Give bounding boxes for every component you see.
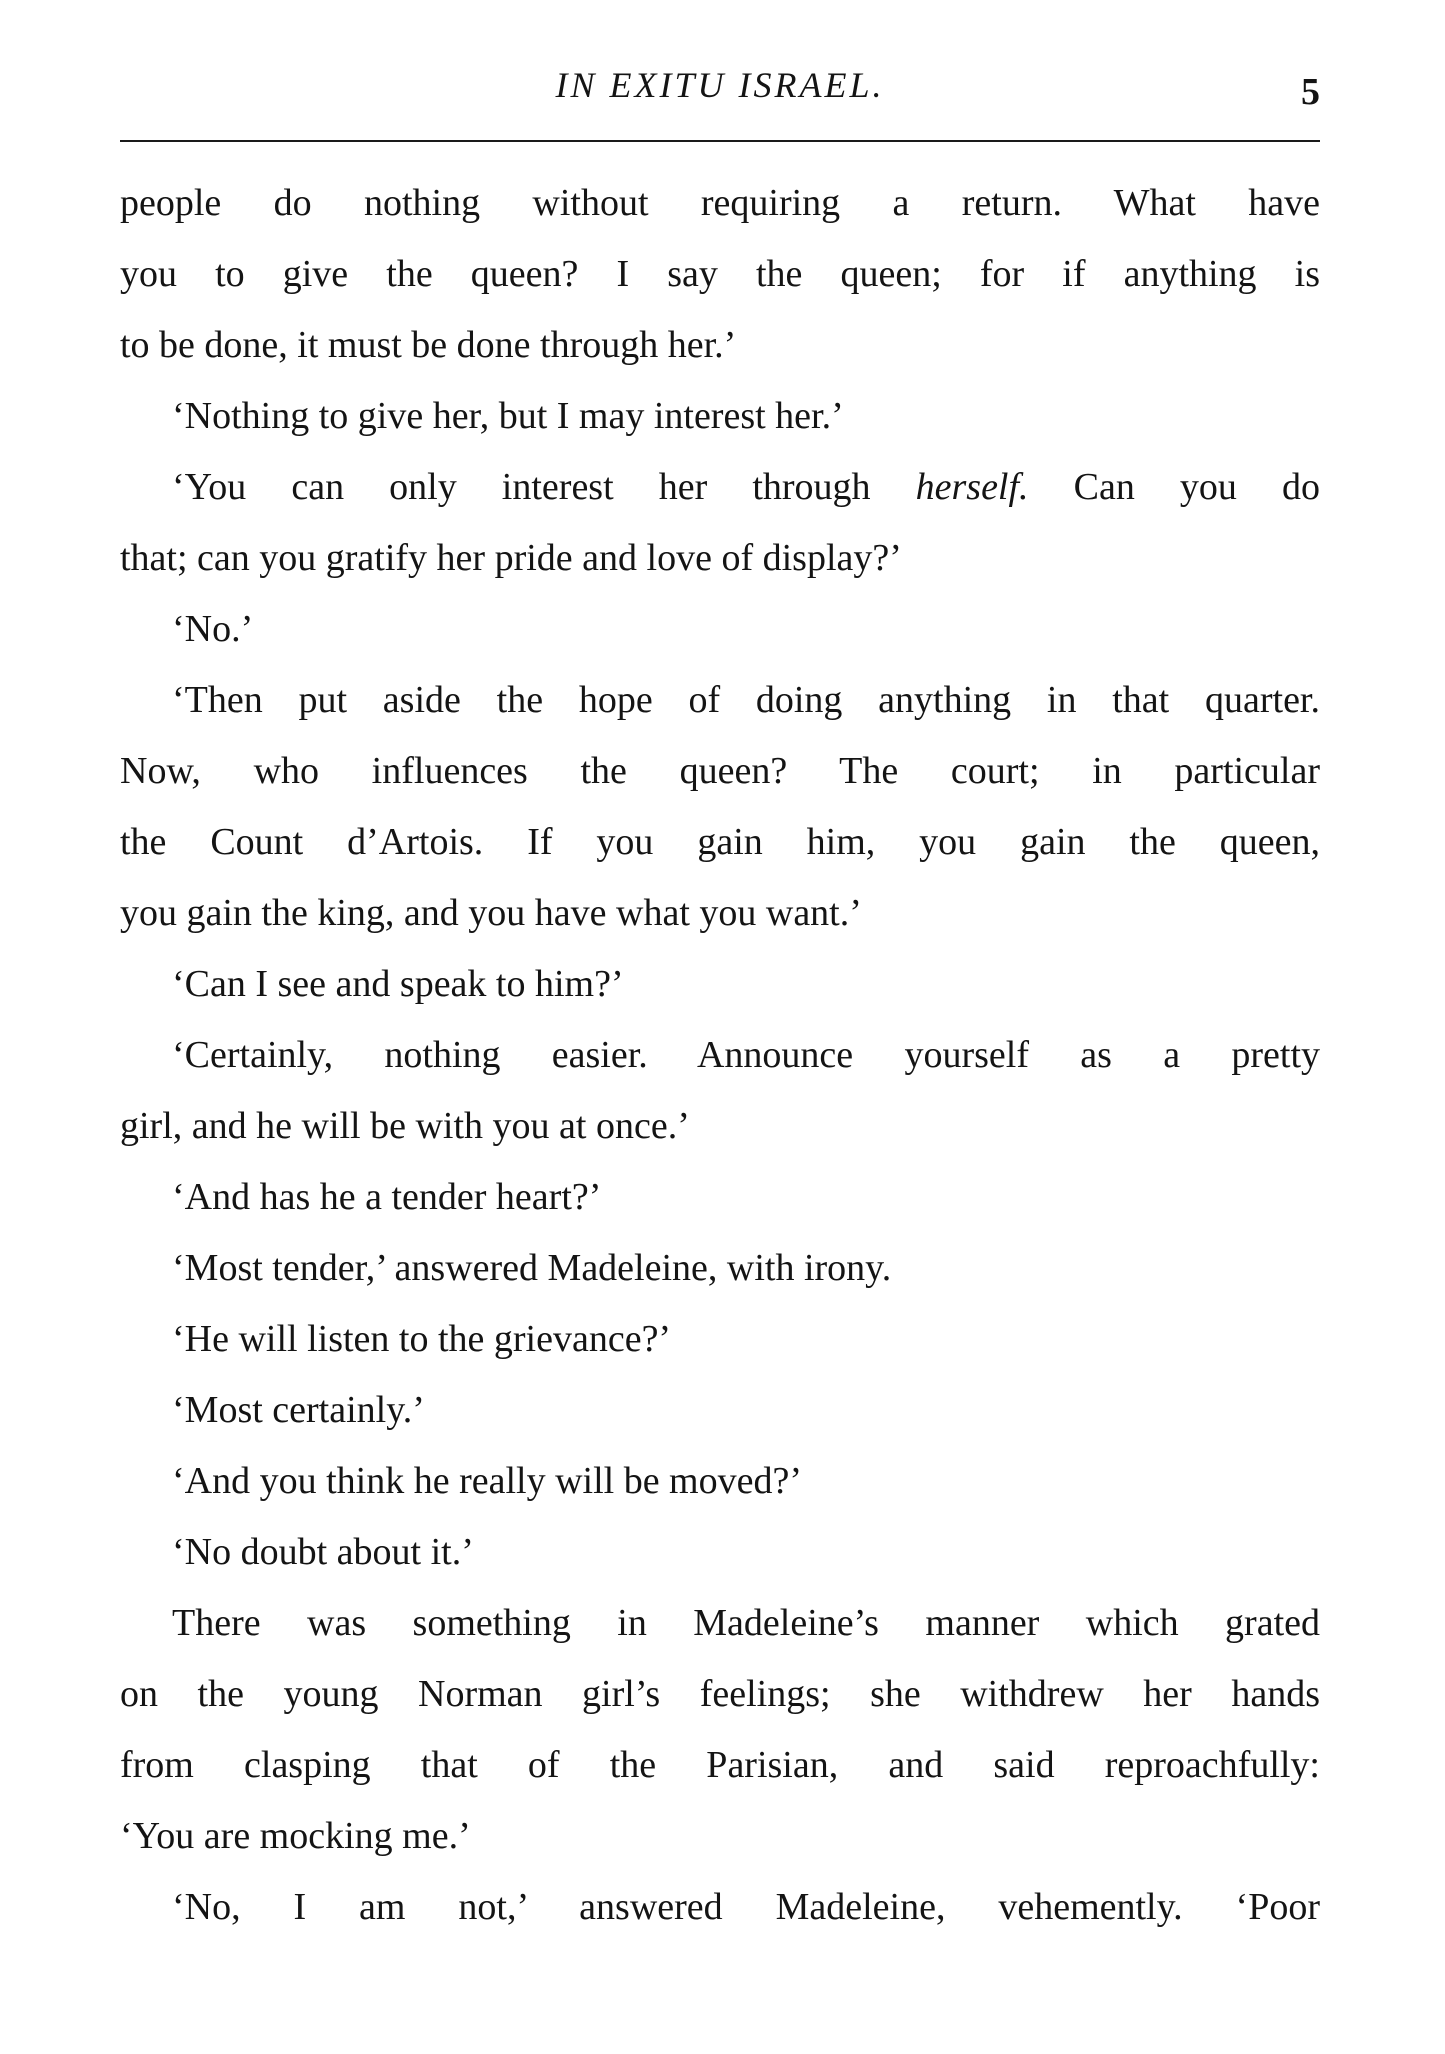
text-line: ‘And has he a tender heart?’: [172, 1176, 602, 1218]
text-line: to be done, it must be done through her.’: [120, 324, 737, 366]
text-line: [120, 452, 1320, 523]
page-number: 5: [1301, 71, 1320, 113]
text-line: ‘Can I see and speak to him?’: [172, 963, 624, 1005]
text-line: that; can you gratify her pride and love of display?’: [120, 537, 902, 579]
text-line: ‘Then put aside the hope of doing anything in that quarter.: [172, 679, 1320, 721]
text-line: ‘No doubt about it.’: [172, 1531, 474, 1573]
text-line: There was something in Madeleine’s manner which grated: [172, 1602, 1320, 1644]
text-line: ‘And you think he really will be moved?’: [172, 1460, 803, 1502]
text-line: ‘Most certainly.’: [172, 1389, 425, 1431]
text-line: ‘No, I am not,’ answered Madeleine, vehemently. ‘Poor: [172, 1886, 1320, 1928]
text-fragment: ‘You can only interest her through: [172, 466, 916, 508]
text-line: ‘He will listen to the grievance?’: [172, 1318, 672, 1360]
text-line: ‘Most tender,’ answered Madeleine, with irony.: [172, 1247, 892, 1289]
text-line: people do nothing without requiring a return. What have: [120, 182, 1320, 224]
text-line: ‘You are mocking me.’: [120, 1815, 471, 1857]
text-line: Now, who influences the queen? The court; in particular: [120, 750, 1320, 792]
running-head: [120, 58, 1320, 118]
header-rule: [120, 140, 1320, 142]
text-fragment: Can you do: [1028, 466, 1320, 508]
text-line: ‘No.’: [172, 608, 254, 650]
text-line: from clasping that of the Parisian, and said reproachfully:: [120, 1744, 1320, 1786]
running-title: IN EXITU ISRAEL.: [555, 65, 885, 105]
text-line: you to give the queen? I say the queen; for if anything is: [120, 253, 1320, 295]
italic-word: herself.: [915, 466, 1029, 508]
text-line: you gain the king, and you have what you want.’: [120, 892, 862, 934]
text-line: ‘Certainly, nothing easier. Announce yourself as a pretty: [172, 1034, 1320, 1076]
text-line: ‘Nothing to give her, but I may interest her.’: [172, 395, 844, 437]
text-line: on the young Norman girl’s feelings; she withdrew her hands: [120, 1673, 1320, 1715]
body-text: [120, 168, 1320, 1943]
text-line: girl, and he will be with you at once.’: [120, 1105, 690, 1147]
text-line: the Count d’Artois. If you gain him, you gain the queen,: [120, 821, 1320, 863]
